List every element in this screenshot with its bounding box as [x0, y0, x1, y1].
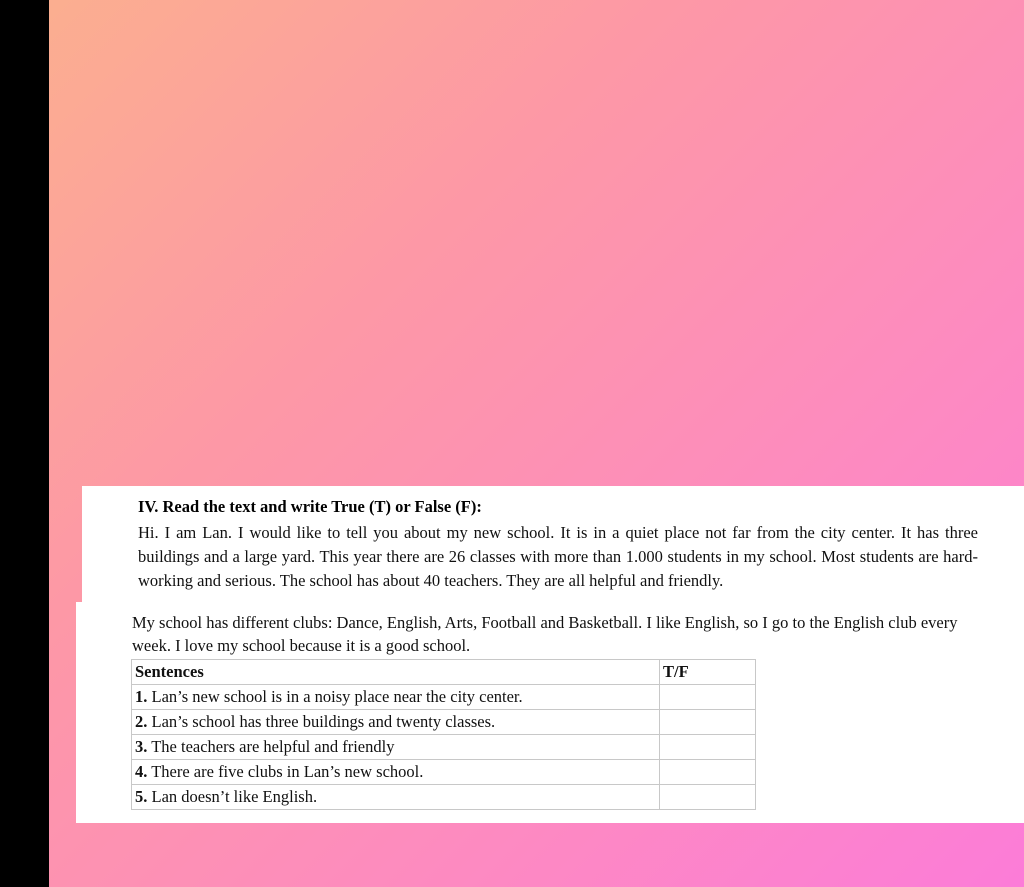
answer-cell[interactable] [660, 785, 756, 810]
sentence-cell [132, 685, 660, 710]
sentence-number: 5. [135, 787, 148, 806]
sentence-text: Lan’s new school is in a noisy place near the city center. [147, 687, 523, 706]
table-row [132, 785, 756, 810]
table-row [132, 710, 756, 735]
sentence-cell [132, 785, 660, 810]
answer-cell[interactable] [660, 735, 756, 760]
table-row [132, 760, 756, 785]
answer-cell[interactable] [660, 760, 756, 785]
tf-header: T/F [660, 660, 756, 685]
sentence-number: 2. [135, 712, 148, 731]
reading-paragraph-1: Hi. I am Lan. I would like to tell you about my new school. It is in a quiet place not far from the city center. It has three buildings and a large yard. This year there are 26 classes with more than 1.000 students in my school. Most students are hard-working and serious. The school has about 40 teachers. They are all helpful and friendly. [138, 523, 978, 590]
table-row [132, 735, 756, 760]
sentence-number: 4. [135, 762, 148, 781]
document-fragment-bottom [76, 602, 1024, 823]
answer-cell[interactable] [660, 710, 756, 735]
sentence-text: Lan doesn’t like English. [147, 787, 318, 806]
sentence-cell [132, 710, 660, 735]
sentence-text: There are five clubs in Lan’s new school. [147, 762, 424, 781]
table-header-row [132, 660, 756, 685]
true-false-table [131, 659, 756, 810]
cropped-text-fragment [134, 816, 694, 822]
sentence-text: The teachers are helpful and friendly [147, 737, 395, 756]
sentence-number: 1. [135, 687, 148, 706]
exercise-heading: IV. Read the text and write True (T) or False (F): [138, 497, 482, 516]
sentence-cell [132, 760, 660, 785]
document-fragment-top [82, 486, 1024, 602]
sentences-header: Sentences [132, 660, 660, 685]
reading-paragraph-2: My school has different clubs: Dance, English, Arts, Football and Basketball. I like English, so I go to the English club every week. I love my school because it is a good school. [132, 613, 958, 655]
answer-cell[interactable] [660, 685, 756, 710]
sentence-text: Lan’s school has three buildings and twenty classes. [147, 712, 496, 731]
table-row [132, 685, 756, 710]
sentence-number: 3. [135, 737, 148, 756]
left-black-bar [0, 0, 49, 887]
sentence-cell [132, 735, 660, 760]
